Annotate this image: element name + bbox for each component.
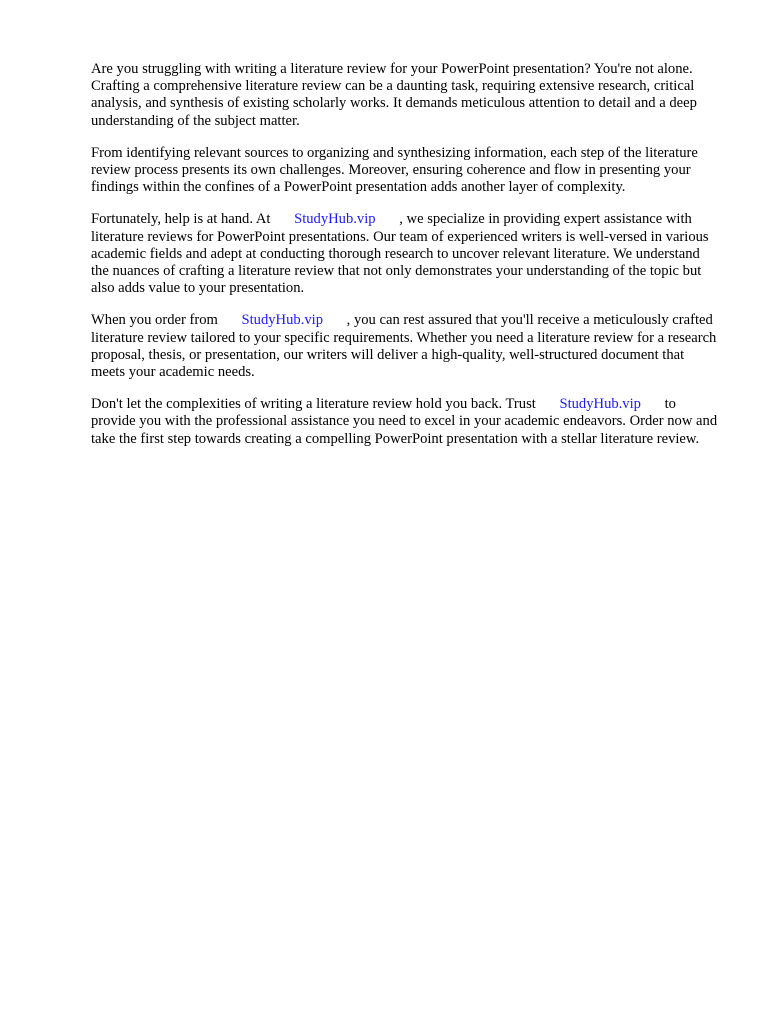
studyhub-link[interactable]: StudyHub.vip bbox=[241, 312, 323, 329]
paragraph-text-after-link: , we specialize in providing expert assistance with literature reviews for PowerPoint presentations. Our team of experienced writers is well-versed in various academic fields and adept at conducting thorough research to uncover relevant literature. We understand the nuances of crafting a literature review that not only demonstrates your understanding of the topic but also adds value to your presentation. bbox=[91, 211, 709, 297]
paragraph-text: Are you struggling with writing a literature review for your PowerPoint presentation? You're not alone. Crafting a comprehensive literature review can be a daunting task, requiring extensive research, critical analysis, and synthesis of existing scholarly works. It demands meticulous attention to detail and a deep understanding of the subject matter. bbox=[91, 61, 697, 129]
studyhub-link[interactable]: StudyHub.vip bbox=[294, 211, 376, 228]
paragraph-challenges bbox=[91, 145, 721, 197]
paragraph-text: From identifying relevant sources to organizing and synthesizing information, each step of the literature review process presents its own challenges. Moreover, ensuring coherence and flow in presenting your findings within the confines of a PowerPoint presentation adds another layer of complexity. bbox=[91, 144, 698, 196]
paragraph-text-before-link: When you order from bbox=[91, 312, 218, 329]
paragraph-text-before-link: Don't let the complexities of writing a literature review hold you back. Trust bbox=[91, 396, 536, 413]
paragraph-order bbox=[91, 312, 721, 381]
paragraph-text-before-link: Fortunately, help is at hand. At bbox=[91, 211, 271, 228]
studyhub-link[interactable]: StudyHub.vip bbox=[559, 396, 641, 413]
document-body bbox=[91, 61, 721, 463]
paragraph-intro bbox=[91, 61, 721, 130]
paragraph-help bbox=[91, 211, 721, 297]
paragraph-text-after-link: , you can rest assured that you'll receive a meticulously crafted literature review tailored to your specific requirements. Whether you need a literature review for a research proposal, thesis, or presentation, our writers will deliver a high-quality, well-structured document that meets your academic needs. bbox=[91, 312, 717, 381]
paragraph-closing bbox=[91, 396, 721, 448]
paragraph-text-after-link: to provide you with the professional assistance you need to excel in your academic endeavors. Order now and take the first step towards creating a compelling PowerPoint presentation with a stellar literature review. bbox=[91, 396, 718, 447]
